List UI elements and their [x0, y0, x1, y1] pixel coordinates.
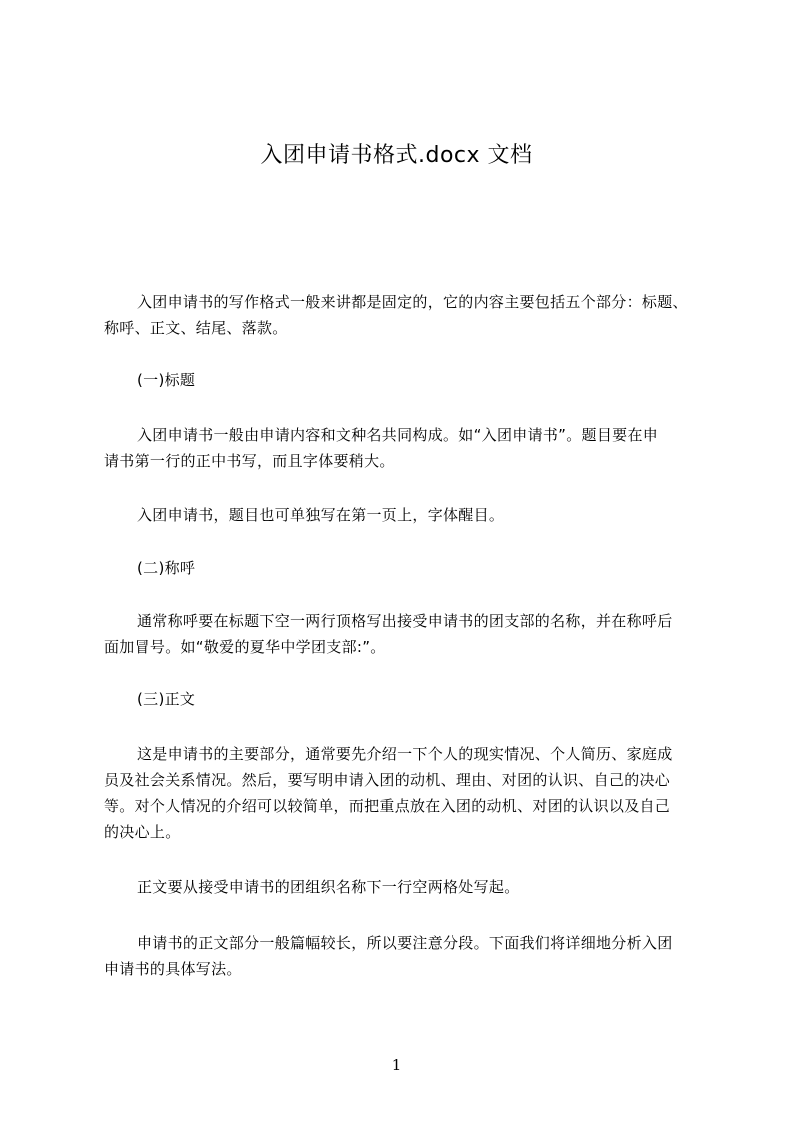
paragraph-line: 员及社会关系情况。然后，要写明申请入团的动机、理由、对团的认识、自己的决心 — [104, 771, 671, 789]
paragraph-salutation-desc — [104, 608, 704, 660]
section-heading-body: (三)正文 — [137, 690, 196, 708]
section-heading-title: (一)标题 — [137, 371, 196, 389]
paragraph-line: 面加冒号。如“敬爱的夏华中学团支部:”。 — [104, 638, 386, 656]
paragraph-line: 入团申请书一般由申请内容和文种名共同构成。如“入团申请书”。题目要在申 — [137, 426, 659, 444]
paragraph-line: 这是申请书的主要部分，通常要先介绍一下个人的现实情况、个人简历、家庭成 — [137, 745, 673, 763]
paragraph-body-desc — [104, 741, 704, 845]
section-heading-salutation: (二)称呼 — [137, 559, 196, 577]
paragraph-title-desc — [104, 422, 704, 474]
document-title: 入团申请书格式.docx 文档 — [260, 143, 533, 168]
paragraph-line: 申请书的正文部分一般篇幅较长，所以要注意分段。下面我们将详细地分析入团 — [137, 934, 673, 952]
paragraph-line: 的决心上。 — [104, 823, 181, 841]
paragraph-line: 称呼、正文、结尾、落款。 — [104, 319, 288, 337]
paragraph-line: 入团申请书的写作格式一般来讲都是固定的，它的内容主要包括五个部分：标题、 — [137, 293, 688, 311]
paragraph-line: 申请书的具体写法。 — [104, 960, 242, 978]
paragraph-line: 等。对个人情况的介绍可以较简单，而把重点放在入团的动机、对团的认识以及自己 — [104, 797, 671, 815]
paragraph-intro — [104, 289, 704, 341]
paragraph-body-length — [104, 930, 704, 982]
paragraph-body-start: 正文要从接受申请书的团组织名称下一行空两格处写起。 — [137, 878, 520, 896]
paragraph-title-note: 入团申请书，题目也可单独写在第一页上，字体醒目。 — [137, 506, 505, 524]
paragraph-line: 请书第一行的正中书写，而且字体要稍大。 — [104, 452, 395, 470]
paragraph-line: 通常称呼要在标题下空一两行顶格写出接受申请书的团支部的名称，并在称呼后 — [137, 612, 673, 630]
page-number: 1 — [391, 1056, 402, 1074]
